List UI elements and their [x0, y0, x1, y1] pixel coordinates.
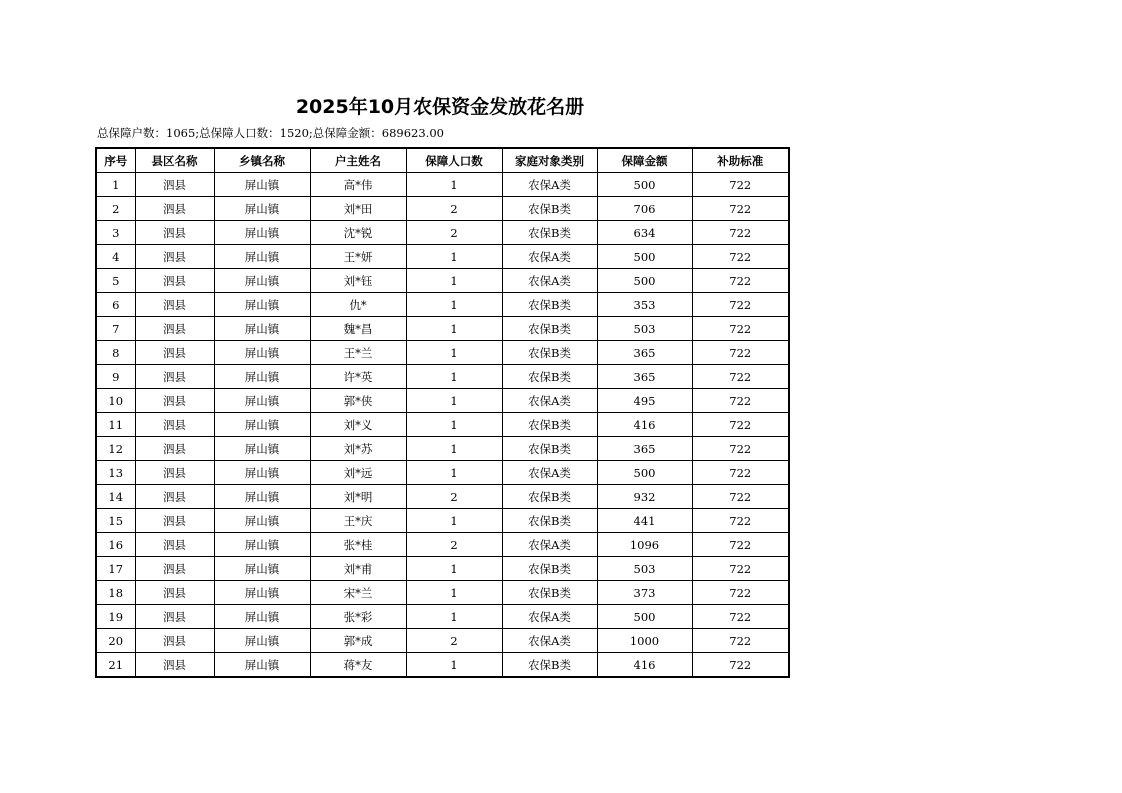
table-cell: 郭*成 — [310, 629, 406, 653]
table-cell: 刘*远 — [310, 461, 406, 485]
table-cell: 1 — [406, 653, 502, 678]
header-cell: 家庭对象类别 — [502, 148, 597, 173]
table-cell: 泗县 — [135, 245, 214, 269]
table-cell: 722 — [692, 485, 789, 509]
table-cell: 500 — [597, 461, 692, 485]
table-cell: 许*英 — [310, 365, 406, 389]
table-cell: 16 — [96, 533, 135, 557]
table-cell: 1 — [406, 389, 502, 413]
table-cell: 屏山镇 — [214, 173, 310, 197]
summary-line: 总保障户数：1065;总保障人口数：1520;总保障金额：689623.00 — [97, 126, 444, 140]
table-cell: 泗县 — [135, 533, 214, 557]
table-row — [96, 557, 789, 581]
header-cell: 保障人口数 — [406, 148, 502, 173]
table-cell: 屏山镇 — [214, 461, 310, 485]
table-row — [96, 317, 789, 341]
table-cell: 屏山镇 — [214, 341, 310, 365]
table-row — [96, 485, 789, 509]
table-cell: 1 — [406, 245, 502, 269]
table-cell: 屏山镇 — [214, 509, 310, 533]
table-cell: 722 — [692, 509, 789, 533]
table-cell: 1 — [406, 317, 502, 341]
table-row — [96, 341, 789, 365]
table-cell: 722 — [692, 557, 789, 581]
table-cell: 宋*兰 — [310, 581, 406, 605]
table-cell: 441 — [597, 509, 692, 533]
table-row — [96, 293, 789, 317]
table-cell: 刘*苏 — [310, 437, 406, 461]
table-row — [96, 269, 789, 293]
table-cell: 6 — [96, 293, 135, 317]
table-cell: 706 — [597, 197, 692, 221]
table-cell: 魏*昌 — [310, 317, 406, 341]
table-cell: 农保B类 — [502, 437, 597, 461]
table-cell: 1 — [406, 581, 502, 605]
table-row — [96, 605, 789, 629]
table-cell: 722 — [692, 293, 789, 317]
table-cell: 屏山镇 — [214, 197, 310, 221]
table-cell: 1 — [406, 557, 502, 581]
table-cell: 722 — [692, 245, 789, 269]
table-cell: 泗县 — [135, 605, 214, 629]
table-cell: 泗县 — [135, 413, 214, 437]
table-cell: 农保B类 — [502, 653, 597, 678]
table-cell: 屏山镇 — [214, 221, 310, 245]
table-cell: 1096 — [597, 533, 692, 557]
table-cell: 屏山镇 — [214, 293, 310, 317]
table-cell: 泗县 — [135, 173, 214, 197]
table-cell: 17 — [96, 557, 135, 581]
table-cell: 503 — [597, 557, 692, 581]
table-cell: 屏山镇 — [214, 245, 310, 269]
table-cell: 农保B类 — [502, 581, 597, 605]
table-cell: 1 — [406, 509, 502, 533]
table-cell: 365 — [597, 341, 692, 365]
table-cell: 农保B类 — [502, 341, 597, 365]
table-cell: 农保A类 — [502, 629, 597, 653]
table-row — [96, 173, 789, 197]
table-row — [96, 197, 789, 221]
table-cell: 刘*田 — [310, 197, 406, 221]
table-cell: 722 — [692, 341, 789, 365]
table-cell: 农保B类 — [502, 485, 597, 509]
table-cell: 张*彩 — [310, 605, 406, 629]
table-cell: 1 — [406, 413, 502, 437]
table-cell: 15 — [96, 509, 135, 533]
header-row — [96, 148, 789, 173]
table-cell: 9 — [96, 365, 135, 389]
table-cell: 5 — [96, 269, 135, 293]
table-cell: 农保A类 — [502, 245, 597, 269]
table-cell: 王*庆 — [310, 509, 406, 533]
header-cell: 序号 — [96, 148, 135, 173]
table-cell: 3 — [96, 221, 135, 245]
table-cell: 2 — [96, 197, 135, 221]
table-cell: 农保B类 — [502, 293, 597, 317]
table-cell: 刘*明 — [310, 485, 406, 509]
table-cell: 屏山镇 — [214, 629, 310, 653]
table-row — [96, 413, 789, 437]
table-cell: 泗县 — [135, 437, 214, 461]
table-cell: 屏山镇 — [214, 269, 310, 293]
table-cell: 农保B类 — [502, 221, 597, 245]
table-cell: 722 — [692, 365, 789, 389]
roster-table — [95, 147, 790, 678]
table-cell: 722 — [692, 629, 789, 653]
table-row — [96, 437, 789, 461]
table-cell: 722 — [692, 461, 789, 485]
table-row — [96, 509, 789, 533]
table-cell: 蒋*友 — [310, 653, 406, 678]
table-cell: 2 — [406, 629, 502, 653]
table-cell: 泗县 — [135, 389, 214, 413]
table-cell: 500 — [597, 173, 692, 197]
table-cell: 屏山镇 — [214, 317, 310, 341]
table-cell: 泗县 — [135, 197, 214, 221]
table-cell: 503 — [597, 317, 692, 341]
table-row — [96, 365, 789, 389]
table-cell: 农保B类 — [502, 197, 597, 221]
table-cell: 20 — [96, 629, 135, 653]
table-cell: 屏山镇 — [214, 605, 310, 629]
table-cell: 农保A类 — [502, 461, 597, 485]
table-cell: 泗县 — [135, 485, 214, 509]
table-cell: 农保B类 — [502, 557, 597, 581]
table-cell: 刘*甫 — [310, 557, 406, 581]
table-cell: 泗县 — [135, 269, 214, 293]
table-cell: 1 — [406, 461, 502, 485]
table-cell: 1 — [406, 341, 502, 365]
table-cell: 泗县 — [135, 509, 214, 533]
table-cell: 1 — [406, 293, 502, 317]
table-cell: 泗县 — [135, 581, 214, 605]
table-cell: 屏山镇 — [214, 557, 310, 581]
table-row — [96, 653, 789, 678]
table-cell: 722 — [692, 581, 789, 605]
table-cell: 722 — [692, 389, 789, 413]
table-row — [96, 629, 789, 653]
table-cell: 21 — [96, 653, 135, 678]
table-cell: 500 — [597, 605, 692, 629]
header-cell: 保障金额 — [597, 148, 692, 173]
table-cell: 722 — [692, 413, 789, 437]
table-cell: 沈*锐 — [310, 221, 406, 245]
table-cell: 722 — [692, 437, 789, 461]
table-cell: 2 — [406, 485, 502, 509]
table-cell: 屏山镇 — [214, 485, 310, 509]
table-cell: 泗县 — [135, 221, 214, 245]
table-cell: 12 — [96, 437, 135, 461]
table-cell: 722 — [692, 533, 789, 557]
header-cell: 户主姓名 — [310, 148, 406, 173]
table-cell: 1 — [406, 605, 502, 629]
table-cell: 1 — [96, 173, 135, 197]
table-cell: 泗县 — [135, 461, 214, 485]
table-row — [96, 245, 789, 269]
table-cell: 王*妍 — [310, 245, 406, 269]
table-cell: 农保A类 — [502, 389, 597, 413]
table-cell: 屏山镇 — [214, 365, 310, 389]
table-cell: 泗县 — [135, 653, 214, 678]
table-cell: 13 — [96, 461, 135, 485]
table-cell: 500 — [597, 245, 692, 269]
table-cell: 泗县 — [135, 341, 214, 365]
header-cell: 乡镇名称 — [214, 148, 310, 173]
table-cell: 365 — [597, 437, 692, 461]
table-cell: 泗县 — [135, 365, 214, 389]
table-cell: 屏山镇 — [214, 653, 310, 678]
table-cell: 1 — [406, 173, 502, 197]
table-cell: 722 — [692, 197, 789, 221]
table-cell: 泗县 — [135, 557, 214, 581]
table-cell: 19 — [96, 605, 135, 629]
table-cell: 416 — [597, 653, 692, 678]
table-cell: 722 — [692, 317, 789, 341]
table-cell: 泗县 — [135, 629, 214, 653]
table-cell: 2 — [406, 221, 502, 245]
table-cell: 农保B类 — [502, 509, 597, 533]
table-cell: 农保A类 — [502, 269, 597, 293]
table-cell: 张*桂 — [310, 533, 406, 557]
table-cell: 14 — [96, 485, 135, 509]
table-cell: 722 — [692, 173, 789, 197]
table-cell: 农保A类 — [502, 173, 597, 197]
table-cell: 365 — [597, 365, 692, 389]
table-cell: 刘*钰 — [310, 269, 406, 293]
table-cell: 屏山镇 — [214, 413, 310, 437]
table-cell: 353 — [597, 293, 692, 317]
table-row — [96, 389, 789, 413]
table-cell: 1 — [406, 365, 502, 389]
table-cell: 仇* — [310, 293, 406, 317]
table-cell: 416 — [597, 413, 692, 437]
table-cell: 刘*义 — [310, 413, 406, 437]
table-cell: 王*兰 — [310, 341, 406, 365]
table-cell: 1 — [406, 269, 502, 293]
table-cell: 2 — [406, 197, 502, 221]
table-row — [96, 581, 789, 605]
table-row — [96, 533, 789, 557]
table-cell: 495 — [597, 389, 692, 413]
table-row — [96, 221, 789, 245]
table-cell: 11 — [96, 413, 135, 437]
header-cell: 县区名称 — [135, 148, 214, 173]
table-cell: 4 — [96, 245, 135, 269]
table-cell: 2 — [406, 533, 502, 557]
table-cell: 泗县 — [135, 293, 214, 317]
document-title: 2025年10月农保资金发放花名册 — [295, 96, 585, 118]
table-cell: 1 — [406, 437, 502, 461]
table-cell: 500 — [597, 269, 692, 293]
table-cell: 1000 — [597, 629, 692, 653]
table-cell: 634 — [597, 221, 692, 245]
table-cell: 屏山镇 — [214, 437, 310, 461]
table-row — [96, 461, 789, 485]
table-cell: 高*伟 — [310, 173, 406, 197]
table-cell: 722 — [692, 605, 789, 629]
table-cell: 农保B类 — [502, 317, 597, 341]
table-cell: 农保B类 — [502, 413, 597, 437]
table-cell: 屏山镇 — [214, 389, 310, 413]
table-cell: 722 — [692, 269, 789, 293]
table-cell: 屏山镇 — [214, 581, 310, 605]
table-cell: 373 — [597, 581, 692, 605]
roster-body — [96, 173, 789, 678]
table-cell: 7 — [96, 317, 135, 341]
table-cell: 932 — [597, 485, 692, 509]
header-cell: 补助标准 — [692, 148, 789, 173]
table-cell: 郭*侠 — [310, 389, 406, 413]
table-cell: 屏山镇 — [214, 533, 310, 557]
table-cell: 18 — [96, 581, 135, 605]
table-cell: 泗县 — [135, 317, 214, 341]
table-cell: 农保B类 — [502, 365, 597, 389]
table-cell: 农保A类 — [502, 605, 597, 629]
table-cell: 8 — [96, 341, 135, 365]
table-cell: 722 — [692, 653, 789, 678]
table-cell: 农保A类 — [502, 533, 597, 557]
table-cell: 722 — [692, 221, 789, 245]
table-cell: 10 — [96, 389, 135, 413]
